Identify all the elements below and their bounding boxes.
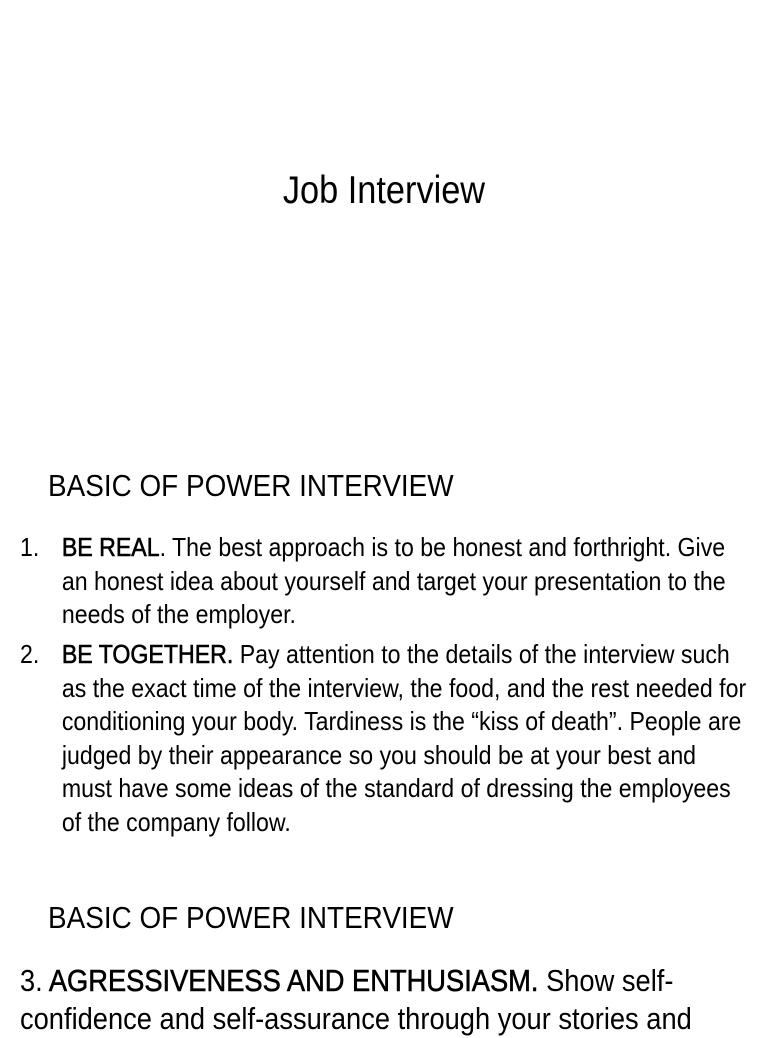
list-item	[20, 638, 750, 839]
list-item-number: 1.	[20, 532, 40, 562]
list-item-keyword: BE REAL	[61, 532, 160, 562]
list-item	[20, 962, 742, 1038]
list-item-body	[62, 638, 750, 839]
list-item-keyword: AGRESSIVENESS AND ENTHUSIASM.	[48, 963, 539, 998]
list-item-number: 3.	[20, 963, 43, 998]
section-heading: BASIC OF POWER INTERVIEW	[48, 468, 454, 503]
list-item-body	[62, 531, 750, 632]
list-item-number: 2.	[20, 639, 40, 669]
list-item-keyword: BE TOGETHER.	[61, 639, 234, 669]
list-item-text: Pay attention to the details of the interview such as the exact time of the interview, the food, and the rest needed for conditioning your body. Tardiness is the “kiss of death”. People are judged by their appearance so you should be at your best and must have some ideas of the standard of dressing the employees of the company follow.	[61, 639, 747, 837]
list-item-text: . The best approach is to be honest and forthright. Give an honest idea about yourself and target your presentation to the needs of the employer.	[61, 532, 726, 629]
page-title: Job Interview	[282, 169, 486, 212]
list-item-text: Show self-confidence and self-assurance through your stories and	[20, 963, 692, 1036]
list-item	[20, 531, 750, 632]
section-heading: BASIC OF POWER INTERVIEW	[48, 900, 454, 935]
